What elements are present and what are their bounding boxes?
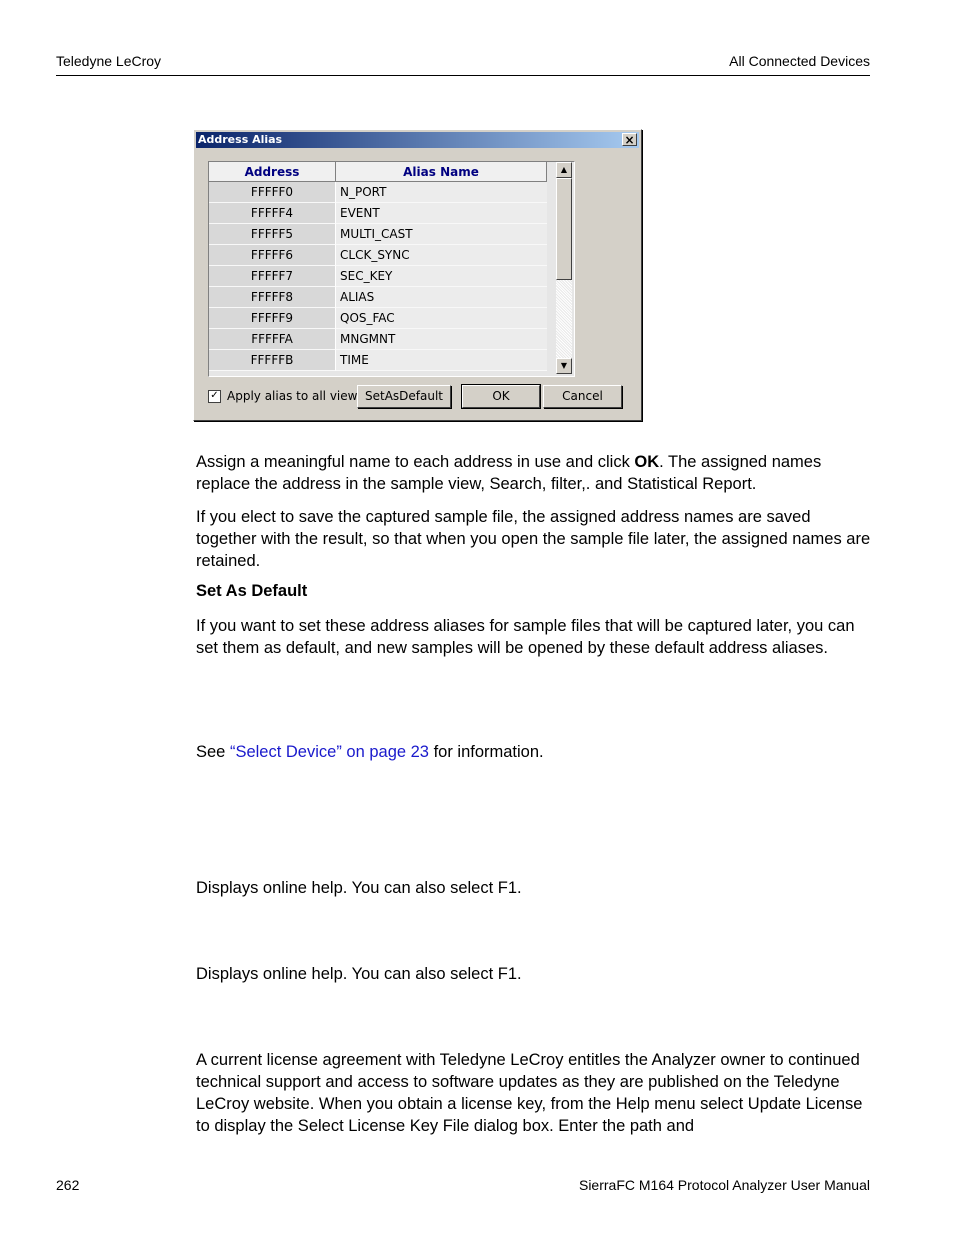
address-cell: FFFFF7 [209,266,336,287]
paragraph-license: A current license agreement with Teledyne LeCroy entitles the Analyzer owner to continued technical support and access to software updates as they are published on the Teledyne LeCroy website. When you obtain a license key, from the Help menu select Update License to display the Select License Key File dialog box. Enter the path and [196,1051,863,1135]
footer-manual-title: SierraFC M164 Protocol Analyzer User Manual [578,1177,870,1193]
alias-cell[interactable]: CLCK_SYNC [336,245,547,266]
select-device-link[interactable]: “Select Device” on page 23 [229,743,429,761]
paragraph-set-default: If you want to set these address aliases for sample files that will be captured later, you can set them as default, and new samples will be opened by these default address aliases. [196,617,855,657]
text-span: . The assigned names replace the address in the sample view, Search, filter,. and Statistical Report. [196,453,822,493]
table-row[interactable] [209,350,574,371]
header-rule [56,75,870,76]
cancel-button[interactable]: Cancel [543,385,622,408]
table-row[interactable] [209,308,574,329]
set-as-default-button[interactable]: SetAsDefault [357,385,451,408]
address-cell: FFFFFB [209,350,336,371]
text-span: Assign a meaningful name to each address in use and click [196,453,635,471]
alias-cell[interactable]: EVENT [336,203,547,224]
address-cell: FFFFF9 [209,308,336,329]
alias-cell[interactable]: MNGMNT [336,329,547,350]
address-alias-dialog [193,129,642,421]
footer-page-number: 262 [56,1177,80,1193]
table-row[interactable] [209,287,574,308]
header-company: Teledyne LeCroy [56,53,162,69]
close-icon[interactable]: × [622,133,637,146]
alias-cell[interactable]: MULTI_CAST [336,224,547,245]
alias-table-header [209,162,574,182]
header-section-title: All Connected Devices [729,53,870,69]
paragraph-help-1: Displays online help. You can also select F1. [196,879,522,897]
dialog-title: Address Alias [198,133,283,146]
text-span: for information. [428,743,544,761]
paragraph-save-sample: If you elect to save the captured sample file, the assigned address names are saved together with the result, so that when you open the sample file later, the assigned names are retained. [196,508,871,570]
apply-alias-label: Apply alias to all view [227,389,358,403]
alias-cell[interactable]: QOS_FAC [336,308,547,329]
scroll-up-icon[interactable]: ▲ [556,162,572,178]
address-cell: FFFFF0 [209,182,336,203]
text-span: See [196,743,230,761]
address-cell: FFFFFA [209,329,336,350]
scroll-thumb[interactable] [556,178,572,280]
alias-cell[interactable]: ALIAS [336,287,547,308]
paragraph-assign-names [196,451,871,495]
scroll-down-icon[interactable]: ▼ [556,358,572,374]
table-row[interactable] [209,266,574,287]
paragraph-help-2: Displays online help. You can also select F1. [196,965,522,983]
column-header-address[interactable]: Address [209,162,336,182]
table-row[interactable] [209,203,574,224]
table-row[interactable] [209,224,574,245]
table-row[interactable] [209,329,574,350]
paragraph-see-select-device [196,741,871,763]
column-header-alias-name[interactable]: Alias Name [336,162,547,182]
alias-cell[interactable]: SEC_KEY [336,266,547,287]
address-cell: FFFFF4 [209,203,336,224]
ok-emphasis: OK [634,453,660,471]
address-cell: FFFFF5 [209,224,336,245]
table-row[interactable] [209,245,574,266]
table-row[interactable] [209,182,574,203]
vertical-scrollbar[interactable] [556,162,572,374]
apply-alias-checkbox[interactable]: ✓ [208,390,221,403]
alias-table [208,161,575,377]
alias-cell[interactable]: N_PORT [336,182,547,203]
dialog-titlebar [196,132,639,148]
address-cell: FFFFF8 [209,287,336,308]
heading-set-as-default: Set As Default [196,582,308,600]
alias-cell[interactable]: TIME [336,350,547,371]
ok-button[interactable]: OK [462,385,540,408]
address-cell: FFFFF6 [209,245,336,266]
apply-alias-checkbox-row[interactable] [208,389,357,403]
